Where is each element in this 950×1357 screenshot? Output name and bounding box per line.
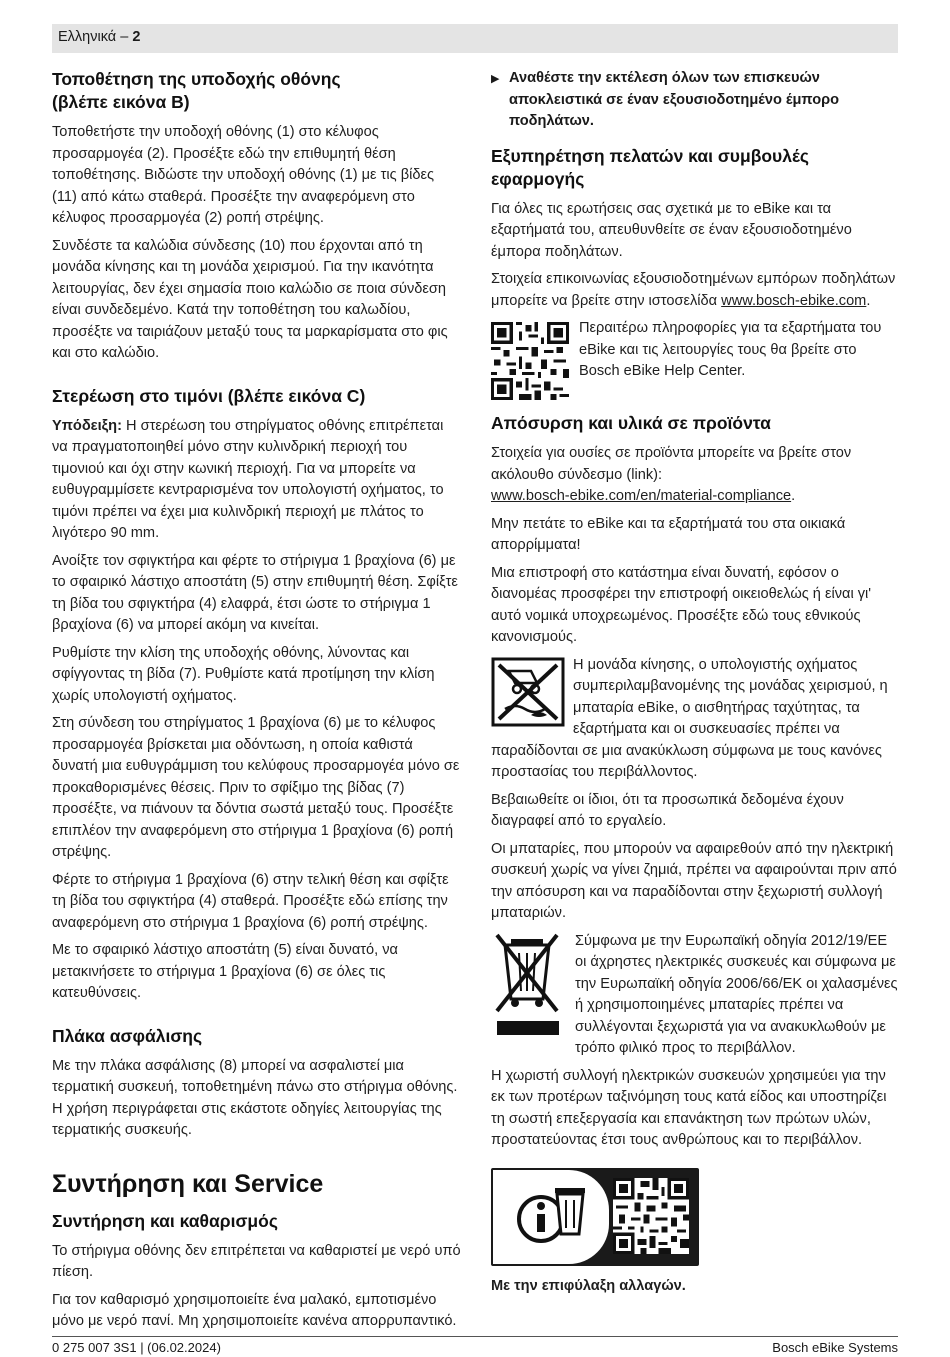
paragraph: Μια επιστροφή στο κατάστημα είναι δυνατή, εφόσον ο διανομέας προσφέρει την επιστροφή οικειοθελώς ή είναι γι' αυτό νομικά υποχρεωμένος. Προσέξτε εδώ τους εθνικούς κανονισμούς. bbox=[491, 564, 872, 645]
paragraph: Η μονάδα κίνησης, ο υπολογιστής οχήματος συμπεριλαμβανομένης της μονάδας χειρισμού, η μπαταρία eBike, ο αισθητήρας ταχύτητας, τα εξαρτήματα και οι συσκευασίες πρέπει να παραδίδονται σε μια ανακύκλωση σύμφωνα με τους κανόνες προστασίας του περιβάλλοντος. bbox=[491, 656, 888, 780]
paragraph: Σύμφωνα με την Ευρωπαϊκή οδηγία 2012/19/ΕΕ οι άχρηστες ηλεκτρικές συσκευές και σύμφωνα με την Ευρωπαϊκή οδηγία 2006/66/ΕΚ οι χαλασμένες ή χρησιμοποιημένες μπαταρίες πρέπει να συλλέγονται ξεχωριστά για να ανακυκλωθούν με τρόπο φιλικό προς το περιβάλλον. bbox=[575, 932, 898, 1056]
note-paragraph bbox=[52, 416, 462, 545]
title-line-1: Τοποθέτηση της υποδοχής οθόνης bbox=[52, 69, 341, 89]
paragraph: Το στήριγμα οθόνης δεν επιτρέπεται να καθαριστεί με νερό υπό πίεση. bbox=[52, 1242, 461, 1280]
footer-document-number: 0 275 007 3S1 | (06.02.2024) bbox=[52, 1340, 221, 1355]
paragraph: Στοιχεία για ουσίες σε προϊόντα μπορείτε να βρείτε στον ακόλουθο σύνδεσμο (link): www.bosch-ebike.com/en/material-compliance. bbox=[491, 445, 852, 504]
paragraph-text: Στοιχεία για ουσίες σε προϊόντα μπορείτε να βρείτε στον ακόλουθο σύνδεσμο (link): bbox=[491, 445, 852, 483]
no-household-waste-icon bbox=[491, 657, 565, 727]
paragraph: Τοποθετήστε την υποδοχή οθόνης (1) στο κέλυφος προσαρμογέα (2). Προσέξτε εδώ την επιθυμητή θέση τοποθέτησης. Βιδώστε την υποδοχή οθόνης (1) με τις βίδες (11) από κάτω σταθερά. Προσέξτε την αναφερόμενη στο κέλυφος προσαρμογέα (2) ροπή στρέψης. bbox=[52, 124, 435, 226]
closing-text: Με την επιφύλαξη αλλαγών. bbox=[491, 1277, 686, 1294]
paragraph: Μην πετάτε το eBike και τα εξαρτήματά του στα οικιακά απορρίμματα! bbox=[491, 515, 846, 553]
section-title-handlebar: Στερέωση στο τιμόνι (βλέπε εικόνα C) bbox=[52, 385, 366, 406]
footer-brand: Bosch eBike Systems bbox=[772, 1340, 898, 1355]
section-title-lock-plate: Πλάκα ασφάλισης bbox=[52, 1025, 203, 1046]
info-recycle-box bbox=[491, 1168, 699, 1266]
section-title-cleaning: Συντήρηση και καθαρισμός bbox=[52, 1210, 278, 1231]
repair-notice bbox=[491, 68, 899, 133]
recycling-block bbox=[491, 655, 899, 790]
header-language: Ελληνικά bbox=[58, 29, 117, 45]
section-title-display-mount bbox=[52, 68, 462, 114]
note-label: Υπόδειξη: bbox=[52, 417, 122, 434]
closing-note bbox=[491, 1276, 899, 1298]
paragraph: Φέρτε το στήριγμα 1 βραχίονα (6) στην τελική θέση και σφίξτε τη βίδα του σφιγκτήρα (4) σταθερά. Προσέξτε εδώ επίσης την αναφερόμενη στο στήριγμα 1 βραχίονα (6) ροπή στρέψης. bbox=[52, 871, 449, 931]
title-line-2: (βλέπε εικόνα B) bbox=[52, 92, 190, 112]
paragraph: Βεβαιωθείτε οι ίδιοι, ότι τα προσωπικά δεδομένα έχουν διαγραφεί από το εργαλείο. bbox=[491, 791, 844, 829]
paragraph: Με την πλάκα ασφάλισης (8) μπορεί να ασφαλιστεί μια τερματική συσκευή, τοποθετημένη πάνω στο στήριγμα οθόνης. Η χρήση περιγράφεται στις εκάστοτε οδηγίες λειτουργίας της τερματικής συσκευής. bbox=[52, 1057, 458, 1138]
paragraph: Στοιχεία επικοινωνίας εξουσιοδοτημένων εμπόρων ποδηλάτων μπορείτε να βρείτε στην ιστοσελίδα www.bosch-ebike.com. bbox=[491, 271, 896, 309]
paragraph-text: Στοιχεία επικοινωνίας εξουσιοδοτημένων εμπόρων ποδηλάτων μπορείτε να βρείτε στην ιστοσελίδα bbox=[491, 271, 896, 309]
material-compliance-link[interactable]: www.bosch-ebike.com/en/material-compliance bbox=[491, 488, 792, 504]
paragraph: Για όλες τις ερωτήσεις σας σχετικά με το eBike και τα εξαρτήματά του, απευθυνθείτε σε έναν εξουσιοδοτημένο έμπορα ποδηλάτων. bbox=[491, 200, 852, 260]
paragraph: Ρυθμίστε την κλίση της υποδοχής οθόνης, λύνοντας και σφίγγοντας τη βίδα (7). Ρυθμίστε κατά προτίμηση την κλίση χωρίς υπολογιστή οχήματος. bbox=[52, 644, 435, 704]
qr-code-icon[interactable] bbox=[613, 1178, 689, 1254]
paragraph: Για τον καθαρισμό χρησιμοποιείτε ένα μαλακό, εμποτισμένο μόνο με νερό πανί. Μη χρησιμοποιείτε κανένα απορρυπαντικό. bbox=[52, 1291, 457, 1329]
help-center-block bbox=[491, 318, 899, 402]
header-page-number: 2 bbox=[132, 29, 141, 45]
triangle-bullet-icon: ▶ bbox=[491, 73, 500, 85]
left-column bbox=[52, 68, 462, 1339]
section-title-disposal: Απόσυρση και υλικά σε προϊόντα bbox=[491, 413, 771, 433]
paragraph: Περαιτέρω πληροφορίες για τα εξαρτήματα του eBike και τις λειτουργίες τους θα βρείτε στο Bosch eBike Help Center. bbox=[579, 320, 882, 379]
crossed-bin-icon bbox=[491, 933, 567, 1045]
chapter-title-maintenance: Συντήρηση και Service bbox=[52, 1169, 324, 1198]
header-separator: – bbox=[120, 29, 129, 45]
paragraph: Οι μπαταρίες, που μπορούν να αφαιρεθούν από την ηλεκτρική συσκευή χωρίς να γίνει ζημιά, πρέπει να αφαιρούνται πριν από την απόσυρση και να παραδίδονται στην ξεχωριστή συλλογή μπαταριών. bbox=[491, 840, 897, 921]
weee-block bbox=[491, 931, 899, 1066]
dealer-website-link[interactable]: www.bosch-ebike.com bbox=[721, 292, 867, 309]
footer-divider bbox=[52, 1336, 898, 1337]
paragraph: Συνδέστε τα καλώδια σύνδεσης (10) που έρχονται από τη μονάδα κίνησης και τη μονάδα χειρισμού. Για την ικανότητα λειτουργίας, δεν έχει σημασία ποιο καλώδιο σε ποια σύνδεση είναι συνδεδεμένο. Κατά την τοποθέτηση του καλωδίου, προσέξτε να ταιριάζουν μεταξύ τους τα μαρκαρίσματα στο φις και στο καλώδιο. bbox=[52, 237, 448, 361]
note-text: Η στερέωση του στηρίγματος οθόνης επιτρέπεται να πραγματοποιηθεί μόνο στην κυλινδρική περιοχή του τιμονιού και όχι στην κωνική περιοχή. Για να μπορείτε να ευθυγραμμίσετε κεντραρισμένα τον υπολογιστή οχήματος, το τιμόνι πρέπει να έχει μια κυλινδρική περιοχή με πλάτος το λιγότερο 90 mm. bbox=[52, 417, 444, 541]
qr-code-icon[interactable] bbox=[491, 320, 569, 402]
page-header bbox=[58, 29, 140, 45]
page-header-bar bbox=[52, 24, 898, 53]
section-title-customer-service: Εξυπηρέτηση πελατών και συμβουλές εφαρμογής bbox=[491, 145, 809, 189]
paragraph: Η χωριστή συλλογή ηλεκτρικών συσκευών χρησιμεύει για την εκ των προτέρων ταξινόμηση τους κατά είδος και υποστηρίζει τη σωστή επεξεργασία και επανάκτηση των πρώτων υλών, προστατεύοντας έτσι τους ανθρώπους και το περιβάλλον. bbox=[491, 1067, 887, 1148]
paragraph: Ανοίξτε τον σφιγκτήρα και φέρτε το στήριγμα 1 βραχίονα (6) με το σφαιρικό λάστιχο αποστάτη (5) στην επιθυμητή θέση. Σφίξτε τη βίδα του σφιγκτήρα (4) ελαφρά, έτσι ώστε το στήριγμα 1 βραχίονα (6) να μπορεί ακόμη να κινείται. bbox=[52, 552, 458, 633]
right-column bbox=[491, 68, 899, 1303]
notice-text: Αναθέστε την εκτέλεση όλων των επισκευών αποκλειστικά σε έναν εξουσιοδοτημένο έμπορο ποδηλάτων. bbox=[509, 70, 840, 129]
paragraph: Με το σφαιρικό λάστιχο αποστάτη (5) είναι δυνατό, να μετακινήσετε το στήριγμα 1 βραχίονα (6) σε όλες τις κατευθύνσεις. bbox=[52, 942, 398, 1001]
paragraph: Στη σύνδεση του στηρίγματος 1 βραχίονα (6) με το κέλυφος προσαρμογέα βρίσκεται μια οδόντωση, η οποία καθιστά δυνατή μια ευθυγράμμιση του κελύφους προσαρμογέα μόνο σε προκαθορισμένες θέσεις. Πριν το σφίξιμο της βίδας (7) προσέξτε, να πιάνουν τα δόντια σωστά μεταξύ τους. Προσέξτε επιπλέον την αναφερόμενη στο στήριγμα 1 βραχίονα (6) ροπή στρέψης. bbox=[52, 715, 460, 860]
info-recycle-icon bbox=[493, 1170, 609, 1264]
